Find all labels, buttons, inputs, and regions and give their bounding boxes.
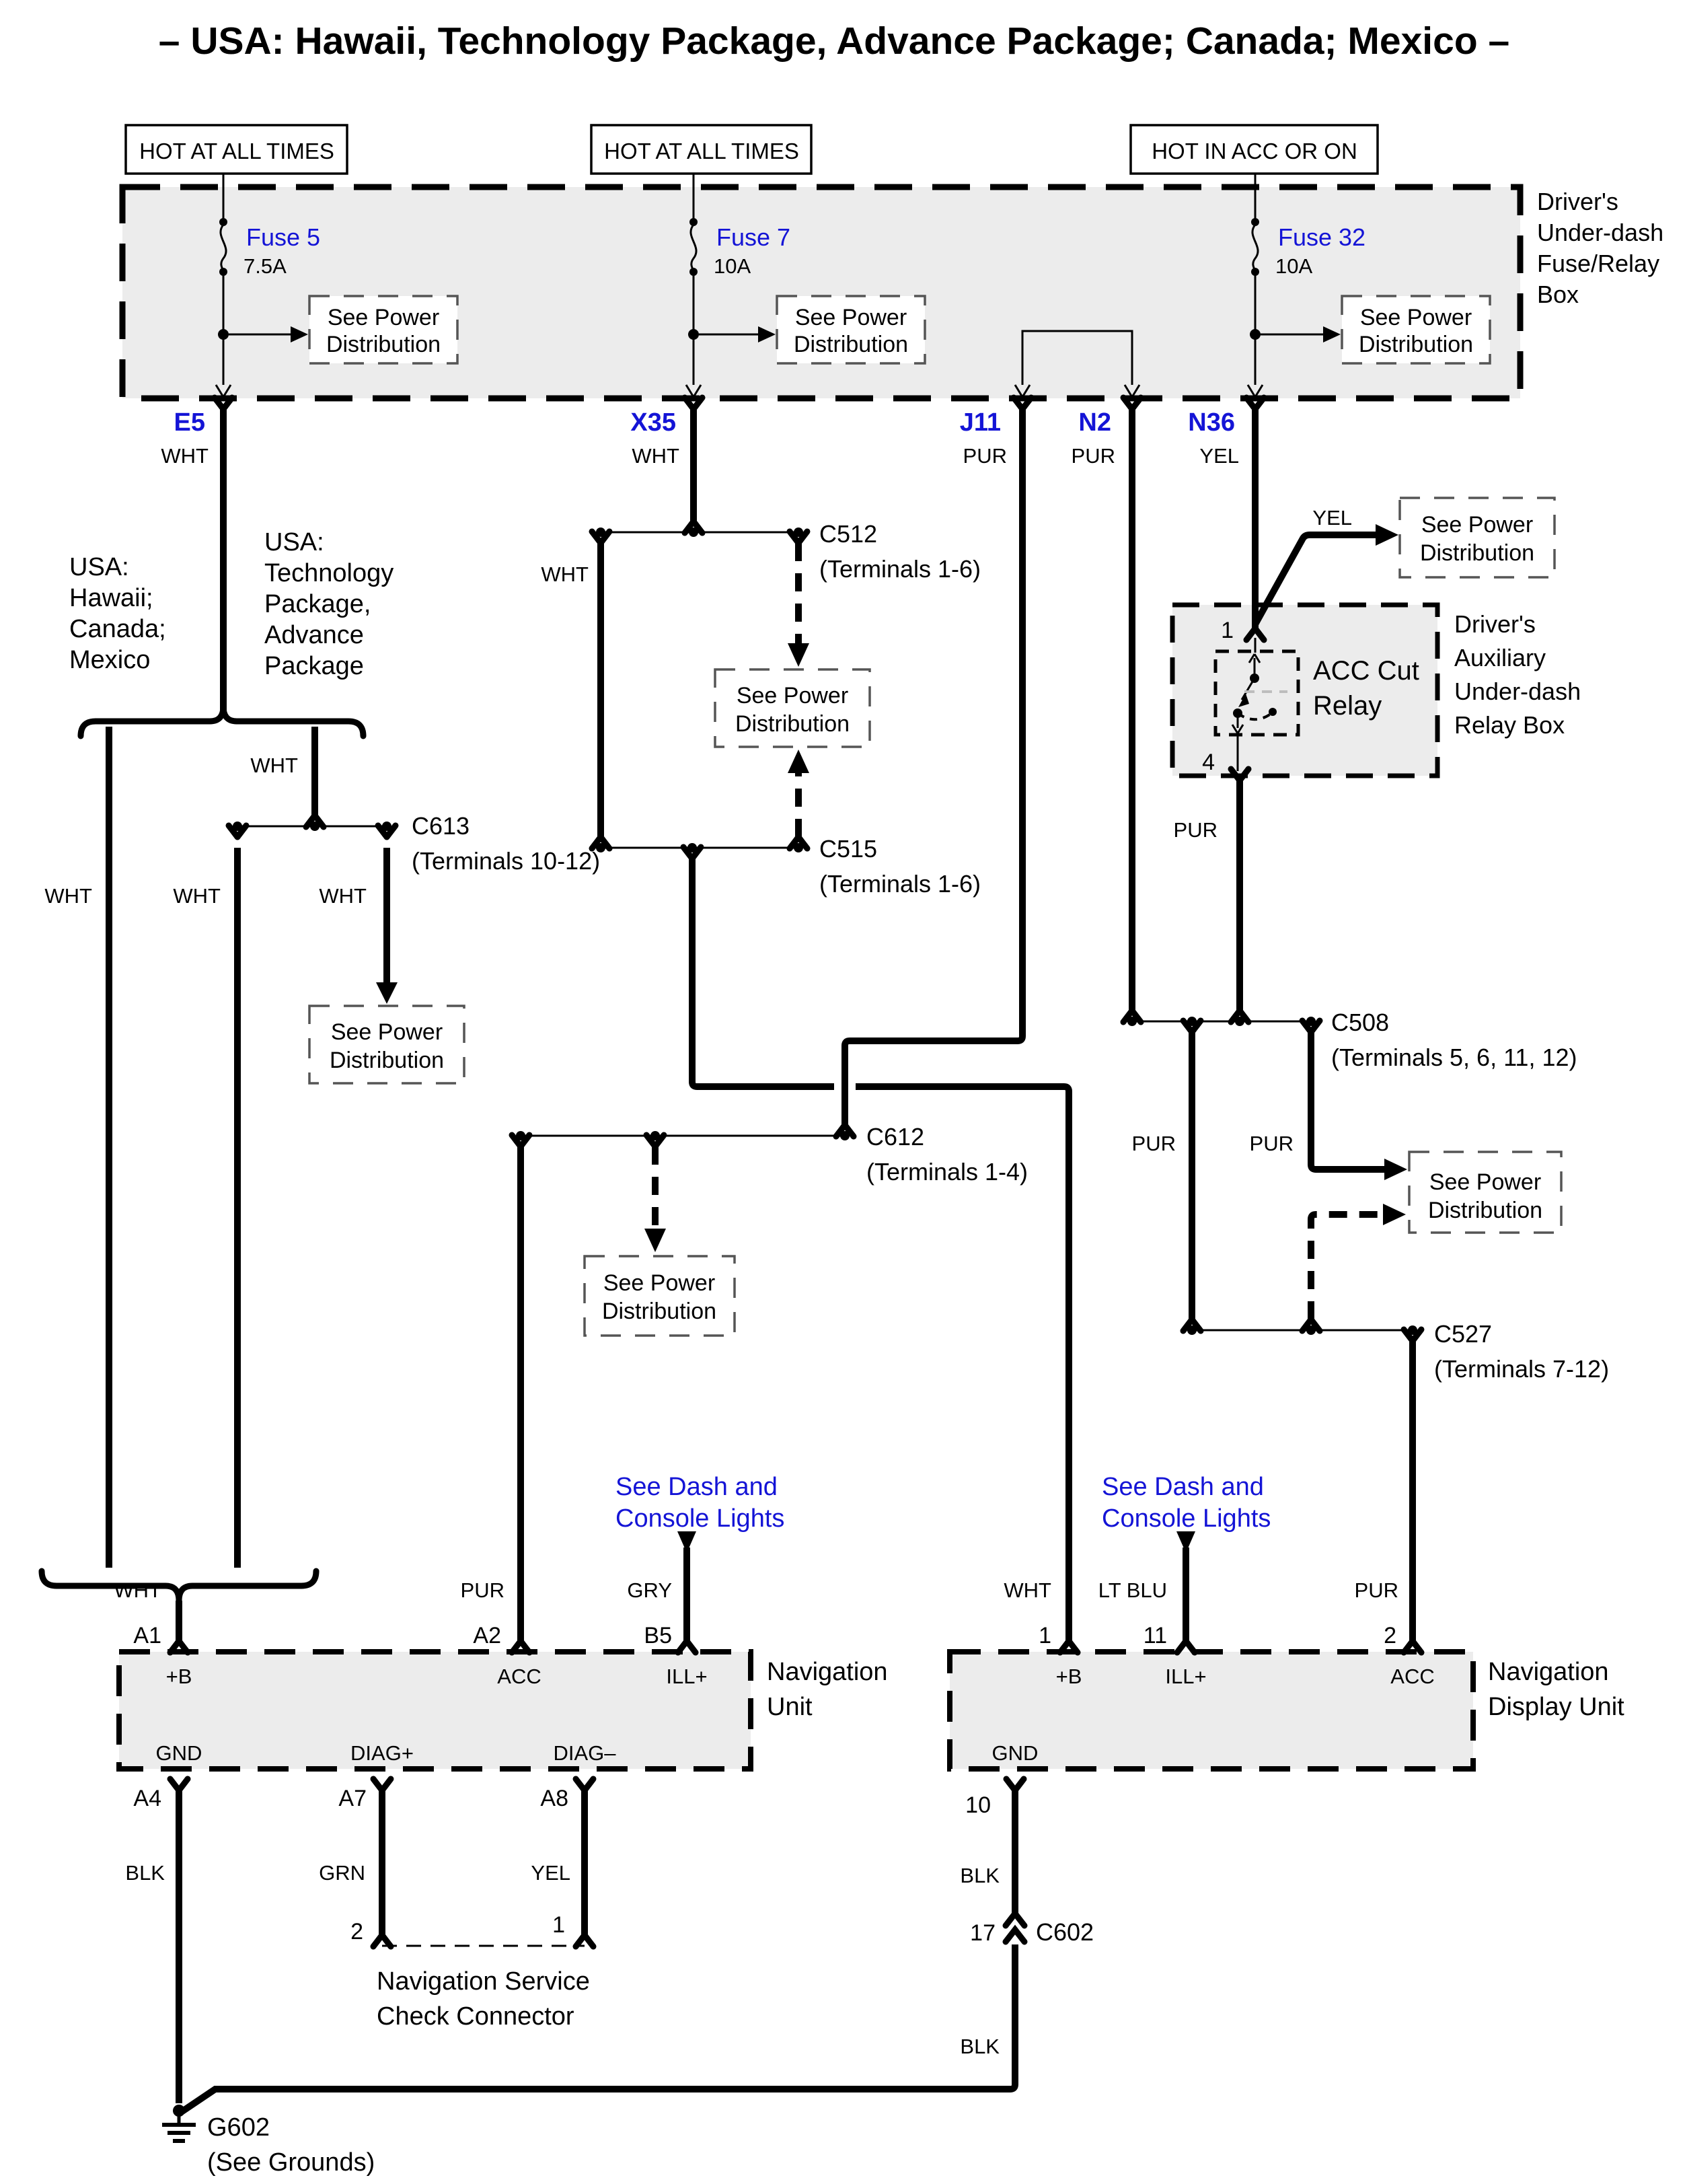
service-pin-1: 1 <box>552 1912 565 1938</box>
terminal-n36-label: N36 <box>1188 408 1235 437</box>
variant-left-l3: Canada; <box>69 615 166 643</box>
wire-color-label: WHT <box>250 754 298 777</box>
terminal-n2-label: N2 <box>1078 408 1111 437</box>
nav-unit-pin-a8: A8 <box>540 1786 568 1811</box>
terminal-e5-label: E5 <box>174 408 205 437</box>
service-connector-l2: Check Connector <box>377 2002 574 2031</box>
variant-left-l2: Hawaii; <box>69 584 153 612</box>
wire-color-label: PUR <box>1131 1132 1176 1155</box>
nav-unit-pin-a4: A4 <box>133 1786 161 1811</box>
spd-8-l2: Distribution <box>601 1299 717 1324</box>
see-dash-1-l2: Console Lights <box>615 1504 785 1533</box>
nav-unit-term-acc: ACC <box>497 1665 541 1688</box>
c602-pin: 17 <box>970 1920 996 1946</box>
relay-name-l1: ACC Cut <box>1313 656 1419 686</box>
nav-unit-pin-a1: A1 <box>133 1623 161 1648</box>
ground-g602 <box>162 2105 375 2177</box>
c527-terminals: (Terminals 7-12) <box>1434 1355 1610 1383</box>
c527-label: C527 <box>1434 1320 1493 1348</box>
wire-color-label: PUR <box>1071 444 1115 468</box>
page-title: – USA: Hawaii, Technology Package, Advance Package; Canada; Mexico – <box>158 20 1510 63</box>
spd-5-l1: See Power <box>736 683 849 708</box>
wire-color-label: GRY <box>627 1578 672 1602</box>
fuse32-rating: 10A <box>1275 254 1313 278</box>
navigation-unit-box <box>119 1652 751 1769</box>
c602-label: C602 <box>1036 1918 1094 1946</box>
fuse32-label: Fuse 32 <box>1278 223 1366 251</box>
nav-display-term-gnd: GND <box>991 1741 1039 1765</box>
fuse-relay-box-label-line1: Driver's <box>1537 188 1618 215</box>
wire-color-label: PUR <box>1249 1132 1294 1155</box>
nav-unit-term-b: +B <box>165 1665 192 1688</box>
nav-display-term-b: +B <box>1055 1665 1082 1688</box>
relay-name-l2: Relay <box>1313 691 1382 721</box>
nav-unit-name-l2: Unit <box>767 1693 813 1721</box>
under-dash-fuse-relay-box <box>122 187 1520 398</box>
fuse-relay-box-label-line4: Box <box>1537 281 1579 308</box>
wire-color-label: PUR <box>460 1578 504 1602</box>
fuse-box-exit-labels <box>161 408 1239 468</box>
spd-7-l2: Distribution <box>1427 1198 1543 1223</box>
hot-box-1-label: HOT AT ALL TIMES <box>139 139 334 163</box>
c602-connector-icon <box>1006 1914 1024 1942</box>
variant-right-l4: Advance <box>264 621 364 649</box>
wire-color-label: YEL <box>531 1861 570 1885</box>
ground-note: (See Grounds) <box>207 2148 375 2177</box>
hot-box-2-label: HOT AT ALL TIMES <box>604 139 799 163</box>
spd-4-l1: See Power <box>1421 512 1534 538</box>
wire-j11-pur <box>845 409 1022 1125</box>
variant-right-l1: USA: <box>264 528 324 556</box>
variant-right-l5: Package <box>264 652 364 680</box>
wire-color-label: PUR <box>1354 1578 1398 1602</box>
c515-label: C515 <box>819 835 878 863</box>
nav-unit-pin-a2: A2 <box>473 1623 501 1648</box>
nav-unit-pin-b5: B5 <box>644 1623 672 1648</box>
nav-display-pin-11: 11 <box>1143 1623 1167 1648</box>
wire-color-label: WHT <box>1004 1578 1051 1602</box>
wire-color-label: BLK <box>960 2035 1000 2058</box>
wire-color-label: BLK <box>960 1864 1000 1887</box>
navigation-unit <box>114 1578 887 2031</box>
c515-terminals: (Terminals 1-6) <box>819 870 981 898</box>
spd-7-l1: See Power <box>1429 1169 1542 1195</box>
wire-color-label: WHT <box>114 1578 161 1602</box>
wire-color-label: WHT <box>44 884 92 908</box>
fuse-relay-box-label-line3: Fuse/Relay <box>1537 250 1660 277</box>
c612-label: C612 <box>866 1123 925 1151</box>
terminal-j11-label: J11 <box>959 408 1001 437</box>
nav-display-pin-2: 2 <box>1384 1623 1396 1648</box>
aux-box-label-l4: Relay Box <box>1454 711 1565 739</box>
wire-color-label: WHT <box>632 444 679 468</box>
spd-2-l1: See Power <box>794 305 907 330</box>
see-dash-2-l1: See Dash and <box>1102 1473 1264 1501</box>
wire-color-label: LT BLU <box>1098 1578 1167 1602</box>
hot-boxes <box>126 125 1378 174</box>
relay-pin-4: 4 <box>1202 750 1215 775</box>
arrow-up-icon <box>788 750 809 773</box>
aux-box-label-l1: Driver's <box>1454 610 1536 638</box>
arrow-right-icon <box>1383 1204 1406 1225</box>
relay-pin-1: 1 <box>1221 618 1234 643</box>
wire-c515-run-wht-a <box>692 859 834 1087</box>
see-dash-2-l2: Console Lights <box>1102 1504 1271 1533</box>
arrow-right-icon <box>1376 524 1398 546</box>
nav-unit-term-diagp: DIAG+ <box>350 1741 414 1765</box>
wire-color-label: PUR <box>963 444 1007 468</box>
wire-color-label: BLK <box>125 1861 165 1885</box>
c613-terminals: (Terminals 10-12) <box>412 847 601 875</box>
terminal-x35-label: X35 <box>630 408 676 437</box>
fuse7-rating: 10A <box>714 254 751 278</box>
nav-unit-term-ill: ILL+ <box>666 1665 708 1688</box>
wire-color-label: WHT <box>541 562 589 586</box>
nav-display-name-l1: Navigation <box>1488 1658 1609 1686</box>
nav-unit-pin-a7: A7 <box>338 1786 367 1811</box>
c508-terminals: (Terminals 5, 6, 11, 12) <box>1331 1044 1577 1071</box>
fuse5-rating: 7.5A <box>244 254 287 278</box>
wire-color-label: YEL <box>1199 444 1239 468</box>
spd-4-l2: Distribution <box>1419 540 1535 566</box>
arrow-right-icon <box>1384 1159 1407 1180</box>
variant-right-l3: Package, <box>264 590 371 618</box>
c613-label: C613 <box>412 812 470 840</box>
nav-display-pin-1: 1 <box>1039 1623 1051 1648</box>
variant-right-l2: Technology <box>264 559 394 587</box>
see-dash-labels <box>615 1473 1271 1533</box>
c508-label: C508 <box>1331 1009 1390 1036</box>
service-connector-l1: Navigation Service <box>377 1967 590 1996</box>
spd-8-l1: See Power <box>603 1270 716 1296</box>
arrow-down-icon <box>644 1229 666 1252</box>
nav-display-term-acc: ACC <box>1390 1665 1435 1688</box>
nav-display-pin-10: 10 <box>965 1792 991 1818</box>
nav-display-name-l2: Display Unit <box>1488 1693 1624 1721</box>
fuse-relay-box-label <box>1537 188 1663 308</box>
wire-color-label: WHT <box>173 884 221 908</box>
wire-color-label: PUR <box>1173 818 1218 842</box>
nav-unit-term-diagm: DIAG– <box>553 1741 616 1765</box>
fuse5-label: Fuse 5 <box>246 223 321 251</box>
wire-color-label: YEL <box>1312 506 1352 530</box>
spd-6-l2: Distribution <box>329 1048 445 1073</box>
c612-terminals: (Terminals 1-4) <box>866 1158 1028 1186</box>
wire-gnd10-blk-b <box>180 1944 1015 2113</box>
wire-color-label: GRN <box>319 1861 365 1885</box>
arrow-down-icon <box>788 643 809 667</box>
fuse7-label: Fuse 7 <box>716 223 791 251</box>
nav-unit-name-l1: Navigation <box>767 1658 888 1686</box>
spd-3-l1: See Power <box>1359 305 1472 330</box>
merge-brace <box>42 1571 316 1601</box>
c512-terminals: (Terminals 1-6) <box>819 555 981 583</box>
spd-6-l1: See Power <box>330 1019 443 1045</box>
service-pin-2: 2 <box>350 1919 363 1944</box>
c512-label: C512 <box>819 520 878 548</box>
spd-2-l2: Distribution <box>793 332 909 357</box>
wire-c527-spd-dashed <box>1311 1214 1383 1319</box>
nav-unit-term-gnd: GND <box>155 1741 202 1765</box>
see-dash-1-l1: See Dash and <box>615 1473 778 1501</box>
spd-5-l2: Distribution <box>735 711 850 737</box>
spd-1-l1: See Power <box>327 305 440 330</box>
variant-left-l1: USA: <box>69 553 129 581</box>
nav-display-term-ill: ILL+ <box>1165 1665 1207 1688</box>
spd-1-l2: Distribution <box>326 332 441 357</box>
ground-label: G602 <box>207 2113 270 2142</box>
aux-box-label-l2: Auxiliary <box>1454 644 1546 671</box>
split-brace <box>81 706 363 736</box>
hot-box-3-label: HOT IN ACC OR ON <box>1152 139 1357 163</box>
wire-color-label: WHT <box>161 444 209 468</box>
fuse-relay-box-label-line2: Under-dash <box>1537 219 1664 246</box>
variant-left-l4: Mexico <box>69 646 151 674</box>
spd-3-l2: Distribution <box>1358 332 1474 357</box>
arrow-down-icon <box>376 982 398 1004</box>
aux-box-label-l3: Under-dash <box>1454 678 1581 705</box>
wire-color-label: WHT <box>319 884 367 908</box>
ground-icon <box>162 2125 196 2141</box>
variant-labels <box>69 528 394 680</box>
